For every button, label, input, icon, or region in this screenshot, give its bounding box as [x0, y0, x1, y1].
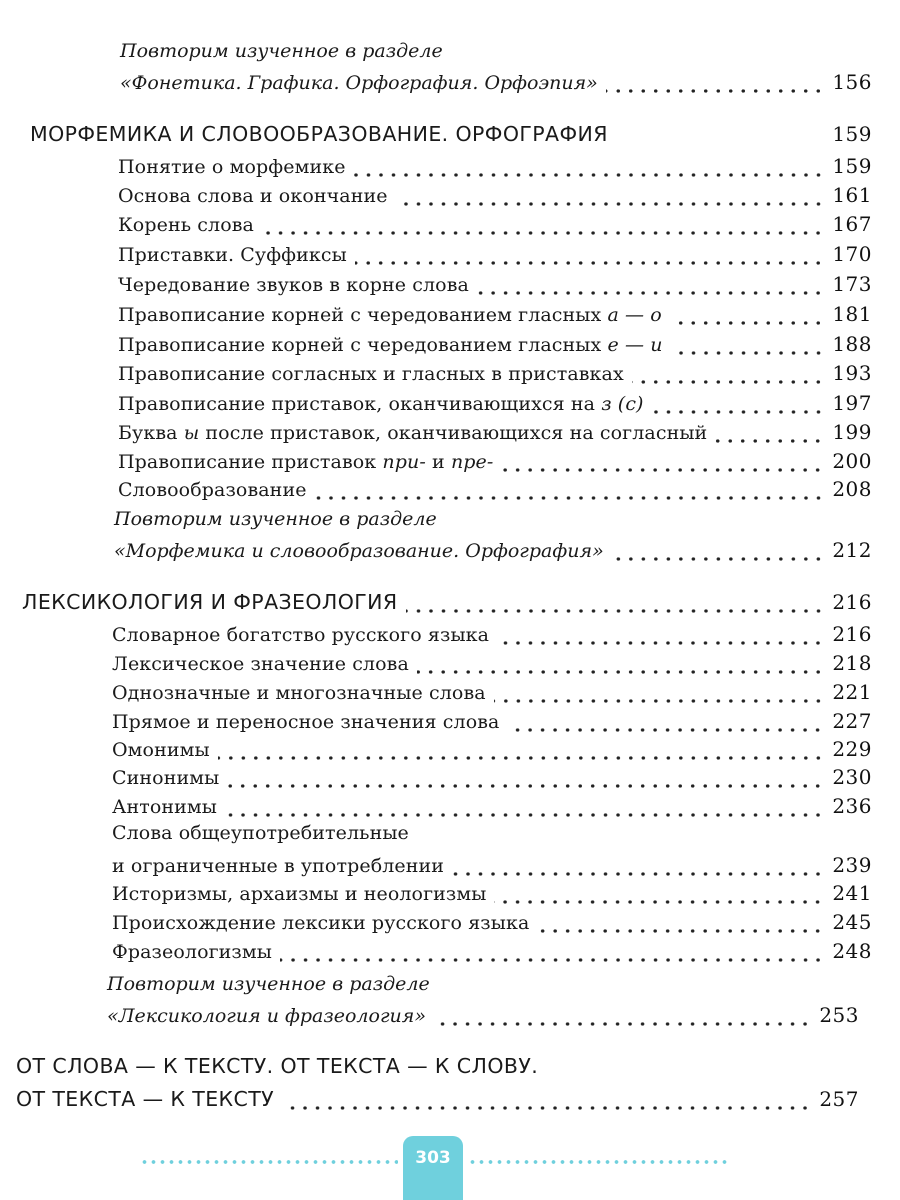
entry-title-text: и [425, 451, 451, 473]
entry-title: Фразеологизмы [112, 941, 272, 963]
entry-title [118, 334, 663, 356]
page-ref: 200 [832, 449, 872, 473]
entry-title: Однозначные и многозначные слова [112, 682, 486, 704]
page-ref: 159 [832, 122, 872, 146]
toc-entry [112, 881, 872, 911]
leader-dots [434, 1009, 811, 1027]
entry-title: Понятие о морфемике [118, 156, 346, 178]
page-ref: 173 [832, 272, 872, 296]
leader-dots [262, 218, 824, 236]
toc-entry [118, 183, 872, 213]
entry-title: Историзмы, архаизмы и неологизмы [112, 883, 487, 905]
page-ref: 212 [832, 538, 872, 562]
toc-entry [118, 242, 872, 272]
toc-entry [118, 302, 872, 332]
entry-title: Правописание согласных и гласных в приставках [118, 363, 624, 385]
leader-dots [218, 743, 825, 761]
page-ref: 229 [832, 737, 872, 761]
toc-entry [118, 477, 872, 507]
entry-title: Основа слова и окончание [118, 185, 388, 207]
entry-title: Происхождение лексики русского языка [112, 912, 530, 934]
toc-entry [112, 680, 872, 710]
entry-title: Приставки. Суффиксы [118, 244, 347, 266]
entry-title-italic: а — о [607, 304, 662, 326]
toc-entry [118, 449, 872, 479]
page-ref: 156 [832, 70, 872, 94]
entry-title: Синонимы [112, 767, 220, 789]
leader-dots [396, 189, 825, 207]
toc-entry-line1 [112, 822, 872, 852]
page-ref: 216 [832, 622, 872, 646]
entry-title-text: Правописание корней с чередованием гласных [118, 304, 608, 326]
review-title-line2: «Фонетика. Графика. Орфография. Орфоэпия» [120, 72, 598, 94]
leader-dots [280, 945, 824, 963]
review-title-line1: Повторим изученное в разделе [120, 40, 443, 62]
section-title: МОРФЕМИКА И СЛОВООБРАЗОВАНИЕ. ОРФОГРАФИЯ [30, 122, 608, 146]
entry-title: Словарное богатство русского языка [112, 624, 490, 646]
section-heading-text [16, 1087, 859, 1117]
section-title: ЛЕКСИКОЛОГИЯ И ФРАЗЕОЛОГИЯ [22, 590, 398, 614]
entry-title: Словообразование [118, 479, 307, 501]
entry-title-text: после приставок, оканчивающихся на согласный [199, 422, 708, 444]
toc-entry [118, 212, 872, 242]
entry-title: Слова общеупотребительные [112, 822, 409, 844]
toc-entry [112, 737, 872, 767]
entry-title [118, 422, 707, 444]
leader-dots [670, 308, 824, 326]
entry-title: Прямое и переносное значения слова [112, 711, 500, 733]
toc-entry [112, 622, 872, 652]
leader-dots [612, 544, 825, 562]
page-ref: 208 [832, 477, 872, 501]
entry-title-italic: е — и [607, 334, 663, 356]
leader-dots [497, 628, 824, 646]
toc-entry [118, 420, 872, 450]
leader-dots [354, 160, 825, 178]
toc-entry [118, 154, 872, 184]
leader-dots [477, 278, 824, 296]
leader-dots [406, 596, 825, 614]
leader-dots [537, 916, 824, 934]
page-ref: 167 [832, 212, 872, 236]
entry-title-italic: при- [382, 451, 426, 473]
review-heading-morphemics [114, 508, 814, 538]
review-title-line2: «Лексикология и фразеология» [107, 1005, 426, 1027]
entry-title: Корень слова [118, 214, 254, 236]
leader-dots [225, 800, 824, 818]
entry-title-italic: пре- [450, 451, 494, 473]
page-ref: 181 [832, 302, 872, 326]
page-ref: 257 [819, 1087, 859, 1111]
leader-dots [315, 483, 825, 501]
toc-entry [118, 391, 872, 421]
page-ref: 193 [832, 361, 872, 385]
page-ref: 230 [832, 765, 872, 789]
entry-title-italic: ы [183, 422, 200, 444]
leader-dots [494, 686, 825, 704]
section-heading-morphemics [30, 122, 872, 152]
entry-title: Лексическое значение слова [112, 653, 409, 675]
toc-entry-review-phonetics [120, 70, 872, 100]
page-ref: 253 [819, 1003, 859, 1027]
review-title-line1: Повторим изученное в разделе [107, 973, 430, 995]
toc-entry [118, 361, 872, 391]
entry-title-text: Буква [118, 422, 184, 444]
page-ref: 241 [832, 881, 872, 905]
page-ref: 161 [832, 183, 872, 207]
footer-decor-dots [140, 1158, 398, 1166]
section-heading-text-line1 [16, 1054, 856, 1084]
toc-entry [118, 332, 872, 362]
entry-title-text: Правописание приставок, оканчивающихся на [118, 393, 602, 415]
toc-entry [118, 272, 872, 302]
entry-title [118, 451, 493, 473]
review-heading-phonetics [120, 40, 820, 70]
review-title-line2: «Морфемика и словообразование. Орфография» [114, 540, 604, 562]
toc-entry [112, 651, 872, 681]
leader-dots [355, 248, 824, 266]
toc-entry [112, 853, 872, 883]
leader-dots [507, 715, 824, 733]
leader-dots [632, 367, 825, 385]
page-ref: 245 [832, 910, 872, 934]
page-ref: 197 [832, 391, 872, 415]
toc-entry [112, 794, 872, 824]
leader-dots [417, 657, 824, 675]
entry-title [118, 393, 644, 415]
entry-title-text: Правописание приставок [118, 451, 383, 473]
leader-dots [501, 455, 824, 473]
page-footer [0, 1128, 900, 1200]
page-ref: 227 [832, 709, 872, 733]
toc-entry-review-morphemics [114, 538, 872, 568]
page-number: 303 [415, 1148, 451, 1168]
leader-dots [652, 397, 825, 415]
entry-title: Чередование звуков в корне слова [118, 274, 469, 296]
leader-dots [715, 426, 824, 444]
page-ref: 236 [832, 794, 872, 818]
entry-title-text: Правописание корней с чередованием гласных [118, 334, 608, 356]
toc-entry [112, 910, 872, 940]
page-ref: 159 [832, 154, 872, 178]
leader-dots [282, 1093, 811, 1111]
leader-dots [452, 859, 824, 877]
toc-entry [112, 765, 872, 795]
leader-dots [606, 76, 825, 94]
section-title: ОТ СЛОВА — К ТЕКСТУ. ОТ ТЕКСТА — К СЛОВУ. [16, 1054, 539, 1078]
page-ref: 239 [832, 853, 872, 877]
page-ref: 218 [832, 651, 872, 675]
toc-entry [112, 939, 872, 969]
review-heading-lexicology [107, 973, 807, 1003]
section-heading-lexicology [22, 590, 872, 620]
page-ref: 221 [832, 680, 872, 704]
leader-dots [227, 771, 824, 789]
section-title: ОТ ТЕКСТА — К ТЕКСТУ [16, 1087, 275, 1111]
page-ref: 188 [832, 332, 872, 356]
page-ref: 199 [832, 420, 872, 444]
page-ref: 216 [832, 590, 872, 614]
leader-dots [671, 338, 825, 356]
footer-decor-dots [468, 1158, 730, 1166]
leader-dots [494, 887, 824, 905]
entry-title: Омонимы [112, 739, 210, 761]
entry-title: и ограниченные в употреблении [112, 855, 445, 877]
toc-entry [112, 709, 872, 739]
page-number-tab [403, 1136, 463, 1200]
page-ref: 170 [832, 242, 872, 266]
page-ref: 248 [832, 939, 872, 963]
toc-entry-review-lexicology [107, 1003, 859, 1033]
entry-title [118, 304, 662, 326]
review-title-line1: Повторим изученное в разделе [114, 508, 437, 530]
entry-title: Антонимы [112, 796, 218, 818]
leader-space [616, 128, 824, 146]
entry-title-italic: з (с) [601, 393, 644, 415]
